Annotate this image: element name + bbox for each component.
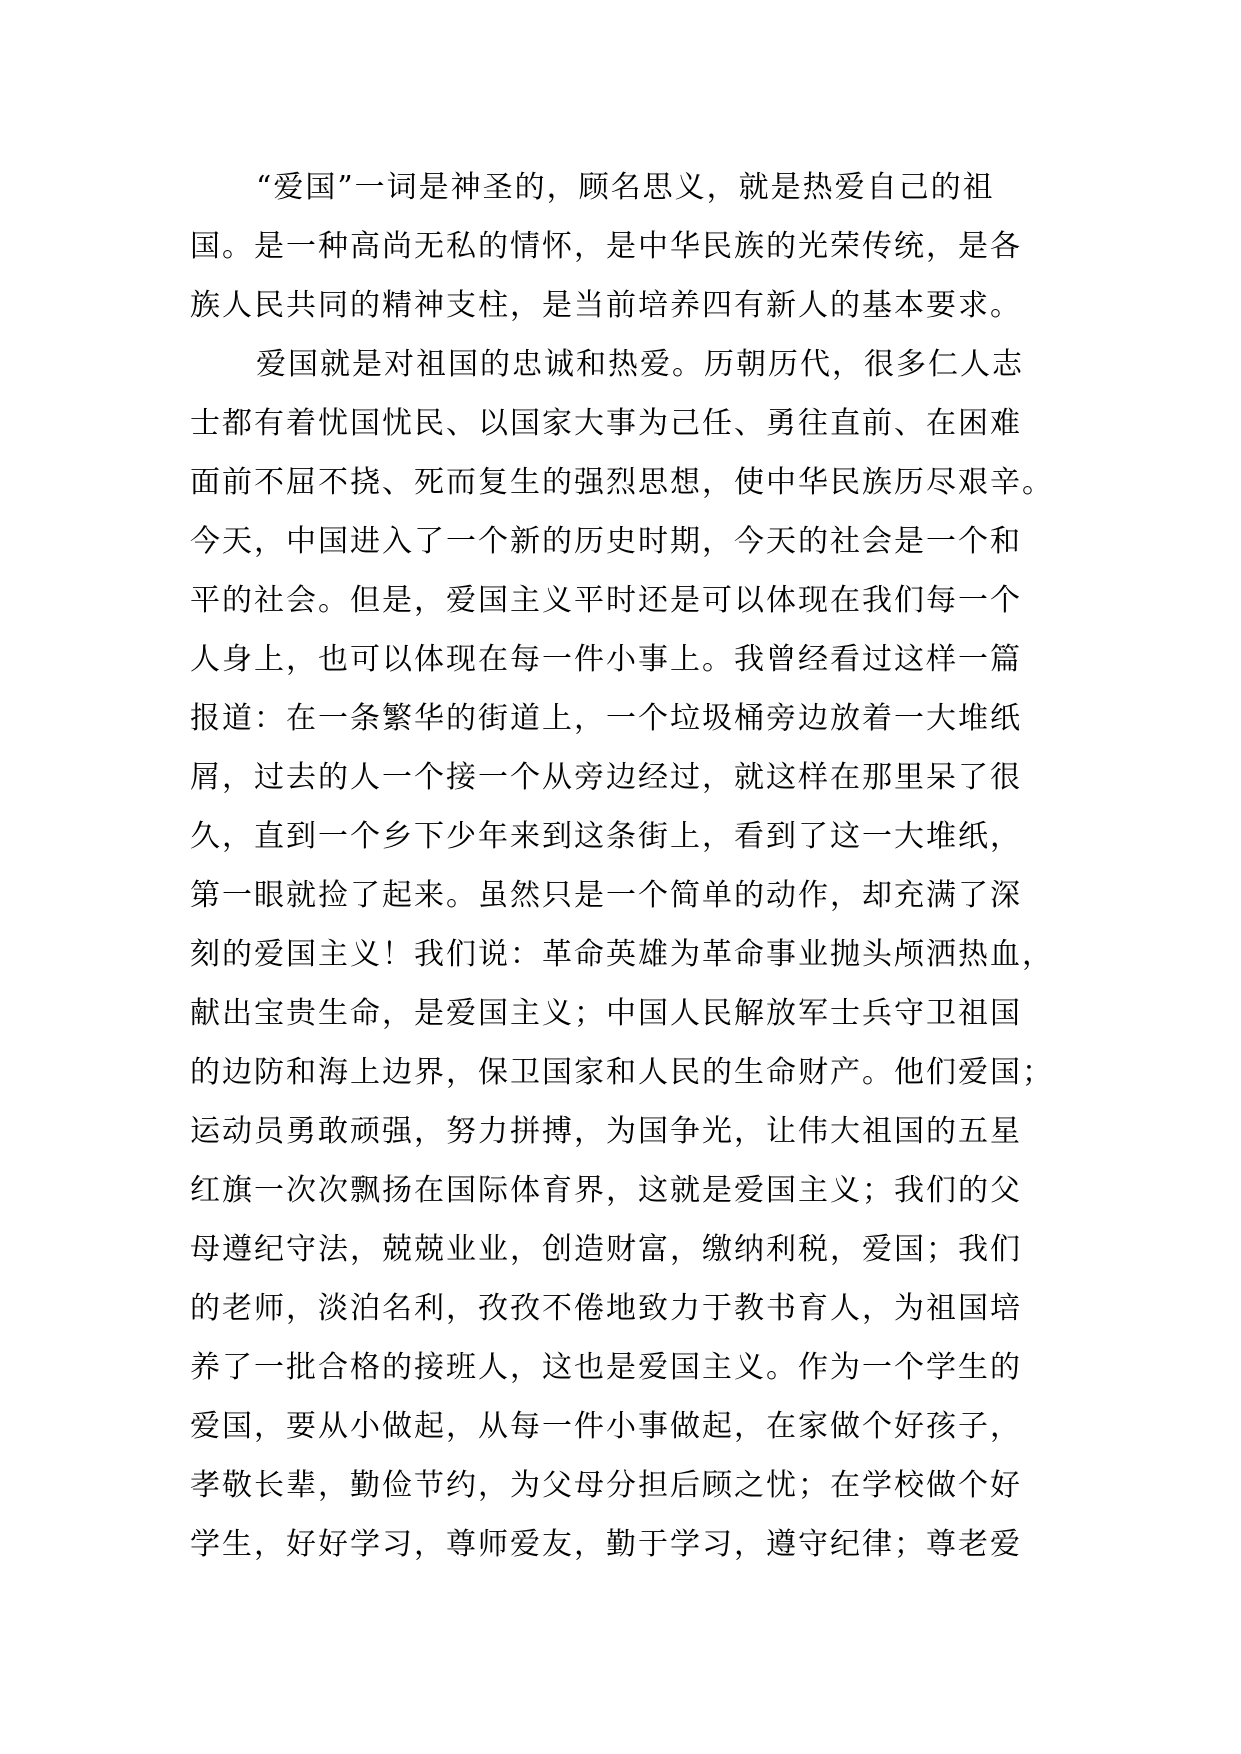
paragraph-1-line-1: “爱国”一词是神圣的，顾名思义，就是热爱自己的祖 <box>256 170 995 205</box>
paragraph-2-line-13: 的边防和海上边界，保卫国家和人民的生命财产。他们爱国； <box>190 1055 1054 1090</box>
paragraph-2-line-21: 学生，好好学习，尊师爱友，勤于学习，遵守纪律；尊老爱 <box>190 1527 1022 1562</box>
paragraph-2-line-3: 面前不屈不挠、死而复生的强烈思想，使中华民族历尽艰辛。 <box>190 465 1054 500</box>
paragraph-2-line-10: 第一眼就捡了起来。虽然只是一个简单的动作，却充满了深 <box>190 878 1022 913</box>
body-text <box>190 158 1070 1574</box>
paragraph-2-line-5: 平的社会。但是，爱国主义平时还是可以体现在我们每一个 <box>190 583 1022 618</box>
paragraph-2-line-15: 红旗一次次飘扬在国际体育界，这就是爱国主义；我们的父 <box>190 1173 1022 1208</box>
paragraph-2-line-17: 的老师，淡泊名利，孜孜不倦地致力于教书育人，为祖国培 <box>190 1291 1022 1326</box>
paragraph-2-line-12: 献出宝贵生命，是爱国主义；中国人民解放军士兵守卫祖国 <box>190 996 1022 1031</box>
paragraph-2-line-19: 爱国，要从小做起，从每一件小事做起，在家做个好孩子， <box>190 1409 1022 1444</box>
paragraph-2-line-2: 士都有着忧国忧民、以国家大事为己任、勇往直前、在困难 <box>190 406 1022 441</box>
paragraph-2-line-6: 人身上，也可以体现在每一件小事上。我曾经看过这样一篇 <box>190 642 1022 677</box>
paragraph-2-line-20: 孝敬长辈，勤俭节约，为父母分担后顾之忧；在学校做个好 <box>190 1468 1022 1503</box>
paragraph-2-line-18: 养了一批合格的接班人，这也是爱国主义。作为一个学生的 <box>190 1350 1022 1385</box>
paragraph-2-line-1: 爱国就是对祖国的忠诚和热爱。历朝历代，很多仁人志 <box>256 347 1024 382</box>
paragraph-2-line-14: 运动员勇敢顽强，努力拼搏，为国争光，让伟大祖国的五星 <box>190 1114 1022 1149</box>
paragraph-2-line-4: 今天，中国进入了一个新的历史时期，今天的社会是一个和 <box>190 524 1022 559</box>
paragraph-2-line-7: 报道：在一条繁华的街道上，一个垃圾桶旁边放着一大堆纸 <box>190 701 1022 736</box>
paragraph-2-line-16: 母遵纪守法，兢兢业业，创造财富，缴纳利税，爱国；我们 <box>190 1232 1022 1267</box>
paragraph-2-line-8: 屑，过去的人一个接一个从旁边经过，就这样在那里呆了很 <box>190 760 1022 795</box>
paragraph-1-line-2: 国。是一种高尚无私的情怀，是中华民族的光荣传统，是各 <box>190 229 1022 264</box>
paragraph-2-line-9: 久，直到一个乡下少年来到这条街上，看到了这一大堆纸， <box>190 819 1022 854</box>
paragraph-2-line-11: 刻的爱国主义！我们说：革命英雄为革命事业抛头颅洒热血， <box>190 937 1054 972</box>
paragraph-1-line-3: 族人民共同的精神支柱，是当前培养四有新人的基本要求。 <box>190 288 1022 323</box>
